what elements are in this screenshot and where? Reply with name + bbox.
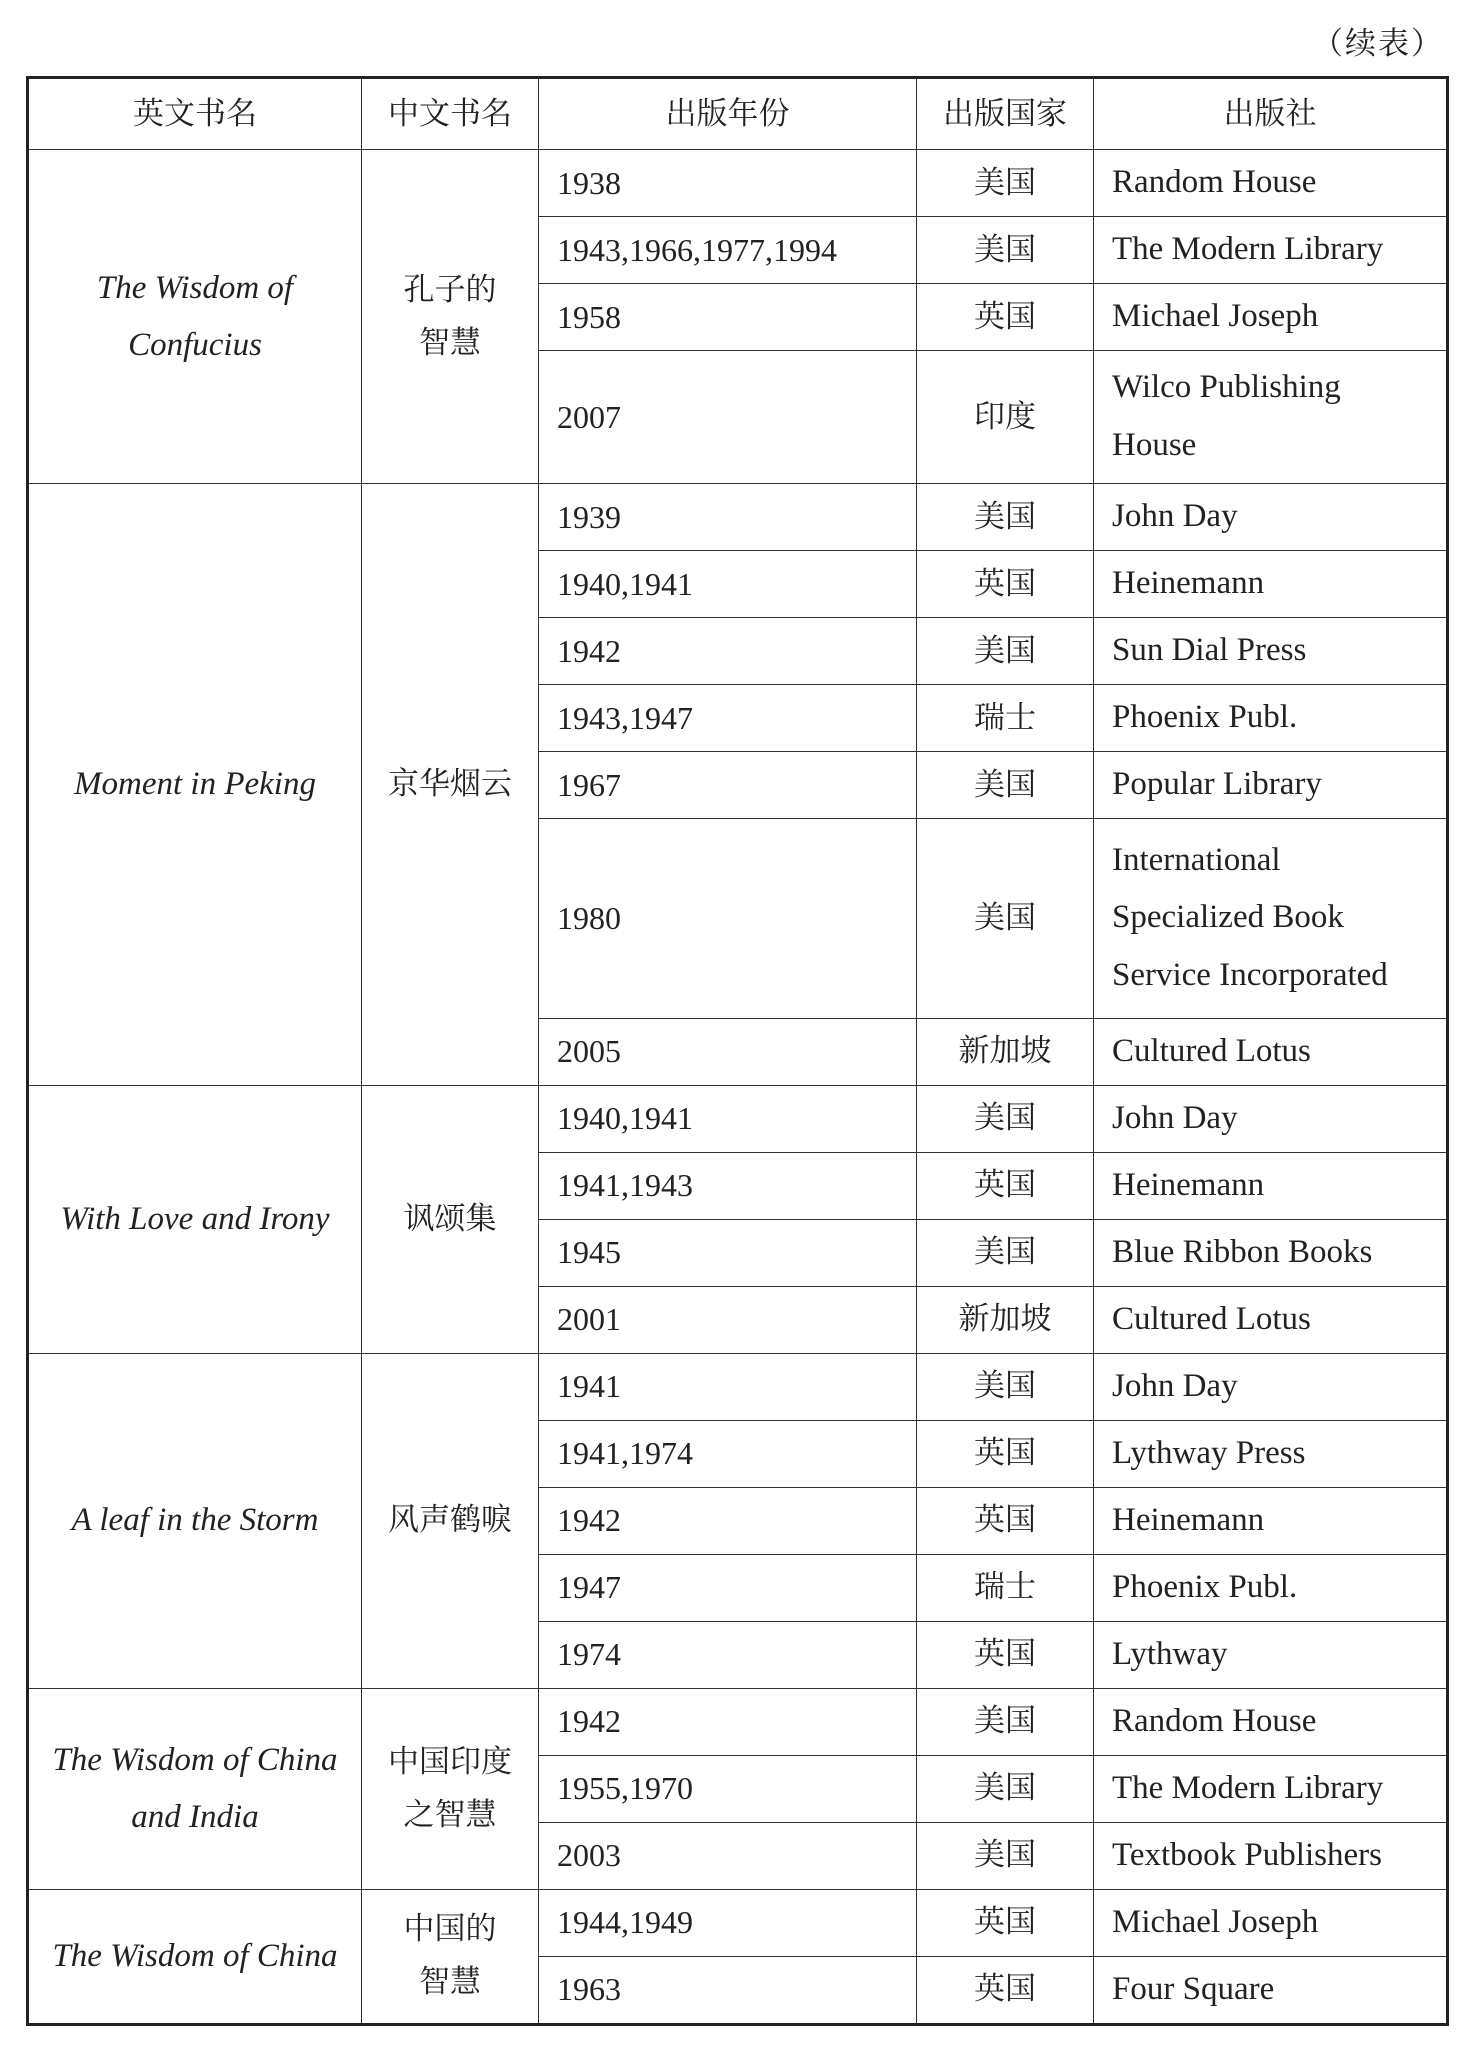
publication-country: 英国 bbox=[917, 1152, 1094, 1219]
english-title: The Wisdom of China bbox=[28, 1889, 362, 2024]
publication-country: 美国 bbox=[917, 1822, 1094, 1889]
table-row bbox=[28, 1889, 1448, 1956]
publication-table bbox=[26, 76, 1449, 2026]
publisher: Cultured Lotus bbox=[1094, 1018, 1448, 1085]
chinese-title: 京华烟云 bbox=[388, 765, 512, 802]
publication-year: 1942 bbox=[539, 618, 917, 685]
publisher: Blue Ribbon Books bbox=[1094, 1219, 1448, 1286]
publication-country: 美国 bbox=[917, 618, 1094, 685]
publisher: John Day bbox=[1094, 484, 1448, 551]
table-row bbox=[28, 1353, 1448, 1420]
publication-year: 1963 bbox=[539, 1956, 917, 2024]
publication-country: 美国 bbox=[917, 217, 1094, 284]
publication-year: 1947 bbox=[539, 1554, 917, 1621]
table-row bbox=[28, 1688, 1448, 1755]
publication-country: 美国 bbox=[917, 1688, 1094, 1755]
continued-label: （续表） bbox=[1312, 26, 1444, 62]
publication-country: 英国 bbox=[917, 284, 1094, 351]
chinese-title: 讽颂集 bbox=[403, 1200, 497, 1237]
publication-year: 1940,1941 bbox=[539, 1085, 917, 1152]
publication-year: 1940,1941 bbox=[539, 551, 917, 618]
chinese-title-cell bbox=[362, 1889, 539, 2024]
publication-year: 2001 bbox=[539, 1286, 917, 1353]
publication-country: 美国 bbox=[917, 1085, 1094, 1152]
publication-country: 英国 bbox=[917, 1621, 1094, 1688]
publisher: Michael Joseph bbox=[1094, 1889, 1448, 1956]
publication-country: 新加坡 bbox=[917, 1018, 1094, 1085]
publisher: Phoenix Publ. bbox=[1094, 1554, 1448, 1621]
publication-country: 印度 bbox=[917, 351, 1094, 484]
publication-country: 瑞士 bbox=[917, 685, 1094, 752]
publication-year: 1942 bbox=[539, 1487, 917, 1554]
publisher: Random House bbox=[1094, 1688, 1448, 1755]
header-year: 出版年份 bbox=[539, 78, 917, 150]
publication-country: 英国 bbox=[917, 551, 1094, 618]
header-row bbox=[28, 78, 1448, 150]
publisher: Random House bbox=[1094, 150, 1448, 217]
english-title: A leaf in the Storm bbox=[28, 1353, 362, 1688]
publication-country: 英国 bbox=[917, 1487, 1094, 1554]
publication-year: 1939 bbox=[539, 484, 917, 551]
chinese-title-cell bbox=[362, 1353, 539, 1688]
publisher: The Modern Library bbox=[1094, 1755, 1448, 1822]
publication-year: 1980 bbox=[539, 819, 917, 1019]
publisher: Cultured Lotus bbox=[1094, 1286, 1448, 1353]
publication-country: 英国 bbox=[917, 1956, 1094, 2024]
publication-country: 英国 bbox=[917, 1420, 1094, 1487]
publication-year: 1938 bbox=[539, 150, 917, 217]
publication-year: 1958 bbox=[539, 284, 917, 351]
publication-country: 美国 bbox=[917, 819, 1094, 1019]
publication-country: 美国 bbox=[917, 1755, 1094, 1822]
english-title: The Wisdom of China and India bbox=[28, 1688, 362, 1889]
publisher: Michael Joseph bbox=[1094, 284, 1448, 351]
publication-year: 1943,1947 bbox=[539, 685, 917, 752]
english-title: The Wisdom of Confucius bbox=[28, 150, 362, 484]
publisher: Lythway Press bbox=[1094, 1420, 1448, 1487]
publication-year: 1974 bbox=[539, 1621, 917, 1688]
publisher: International Specialized Book Service Incorporated bbox=[1094, 819, 1448, 1019]
english-title: Moment in Peking bbox=[28, 484, 362, 1086]
publisher: Lythway bbox=[1094, 1621, 1448, 1688]
publication-year: 2007 bbox=[539, 351, 917, 484]
publisher: John Day bbox=[1094, 1353, 1448, 1420]
publication-country: 新加坡 bbox=[917, 1286, 1094, 1353]
publication-country: 美国 bbox=[917, 150, 1094, 217]
publication-country: 美国 bbox=[917, 752, 1094, 819]
publisher: Four Square bbox=[1094, 1956, 1448, 2024]
chinese-title: 孔子的智慧 bbox=[403, 271, 497, 361]
publication-year: 1941,1943 bbox=[539, 1152, 917, 1219]
publisher: Wilco Publishing House bbox=[1094, 351, 1448, 484]
publisher: Heinemann bbox=[1094, 1487, 1448, 1554]
publisher: John Day bbox=[1094, 1085, 1448, 1152]
publication-country: 英国 bbox=[917, 1889, 1094, 1956]
publication-year: 1941 bbox=[539, 1353, 917, 1420]
publisher: Heinemann bbox=[1094, 551, 1448, 618]
publisher: Popular Library bbox=[1094, 752, 1448, 819]
chinese-title-cell bbox=[362, 484, 539, 1086]
publication-year: 1941,1974 bbox=[539, 1420, 917, 1487]
publication-year: 1944,1949 bbox=[539, 1889, 917, 1956]
publication-country: 美国 bbox=[917, 1353, 1094, 1420]
publication-country: 美国 bbox=[917, 484, 1094, 551]
header-publisher: 出版社 bbox=[1094, 78, 1448, 150]
publication-country: 美国 bbox=[917, 1219, 1094, 1286]
chinese-title: 风声鹤唳 bbox=[388, 1502, 512, 1539]
publication-year: 2003 bbox=[539, 1822, 917, 1889]
chinese-title-cell bbox=[362, 1688, 539, 1889]
publication-year: 1942 bbox=[539, 1688, 917, 1755]
header-english-title: 英文书名 bbox=[28, 78, 362, 150]
chinese-title: 中国印度之智慧 bbox=[388, 1743, 512, 1833]
publication-year: 1967 bbox=[539, 752, 917, 819]
publisher: Sun Dial Press bbox=[1094, 618, 1448, 685]
publisher: The Modern Library bbox=[1094, 217, 1448, 284]
publication-year: 1945 bbox=[539, 1219, 917, 1286]
chinese-title-cell bbox=[362, 150, 539, 484]
english-title: With Love and Irony bbox=[28, 1085, 362, 1353]
publisher: Heinemann bbox=[1094, 1152, 1448, 1219]
chinese-title: 中国的智慧 bbox=[403, 1911, 497, 2000]
publication-year: 1943,1966,1977,1994 bbox=[539, 217, 917, 284]
publication-year: 2005 bbox=[539, 1018, 917, 1085]
publisher: Phoenix Publ. bbox=[1094, 685, 1448, 752]
table-row bbox=[28, 1085, 1448, 1152]
table-row bbox=[28, 150, 1448, 217]
publisher: Textbook Publishers bbox=[1094, 1822, 1448, 1889]
header-country: 出版国家 bbox=[917, 78, 1094, 150]
chinese-title-cell bbox=[362, 1085, 539, 1353]
header-chinese-title: 中文书名 bbox=[362, 78, 539, 150]
publication-country: 瑞士 bbox=[917, 1554, 1094, 1621]
publication-year: 1955,1970 bbox=[539, 1755, 917, 1822]
table-row bbox=[28, 484, 1448, 551]
